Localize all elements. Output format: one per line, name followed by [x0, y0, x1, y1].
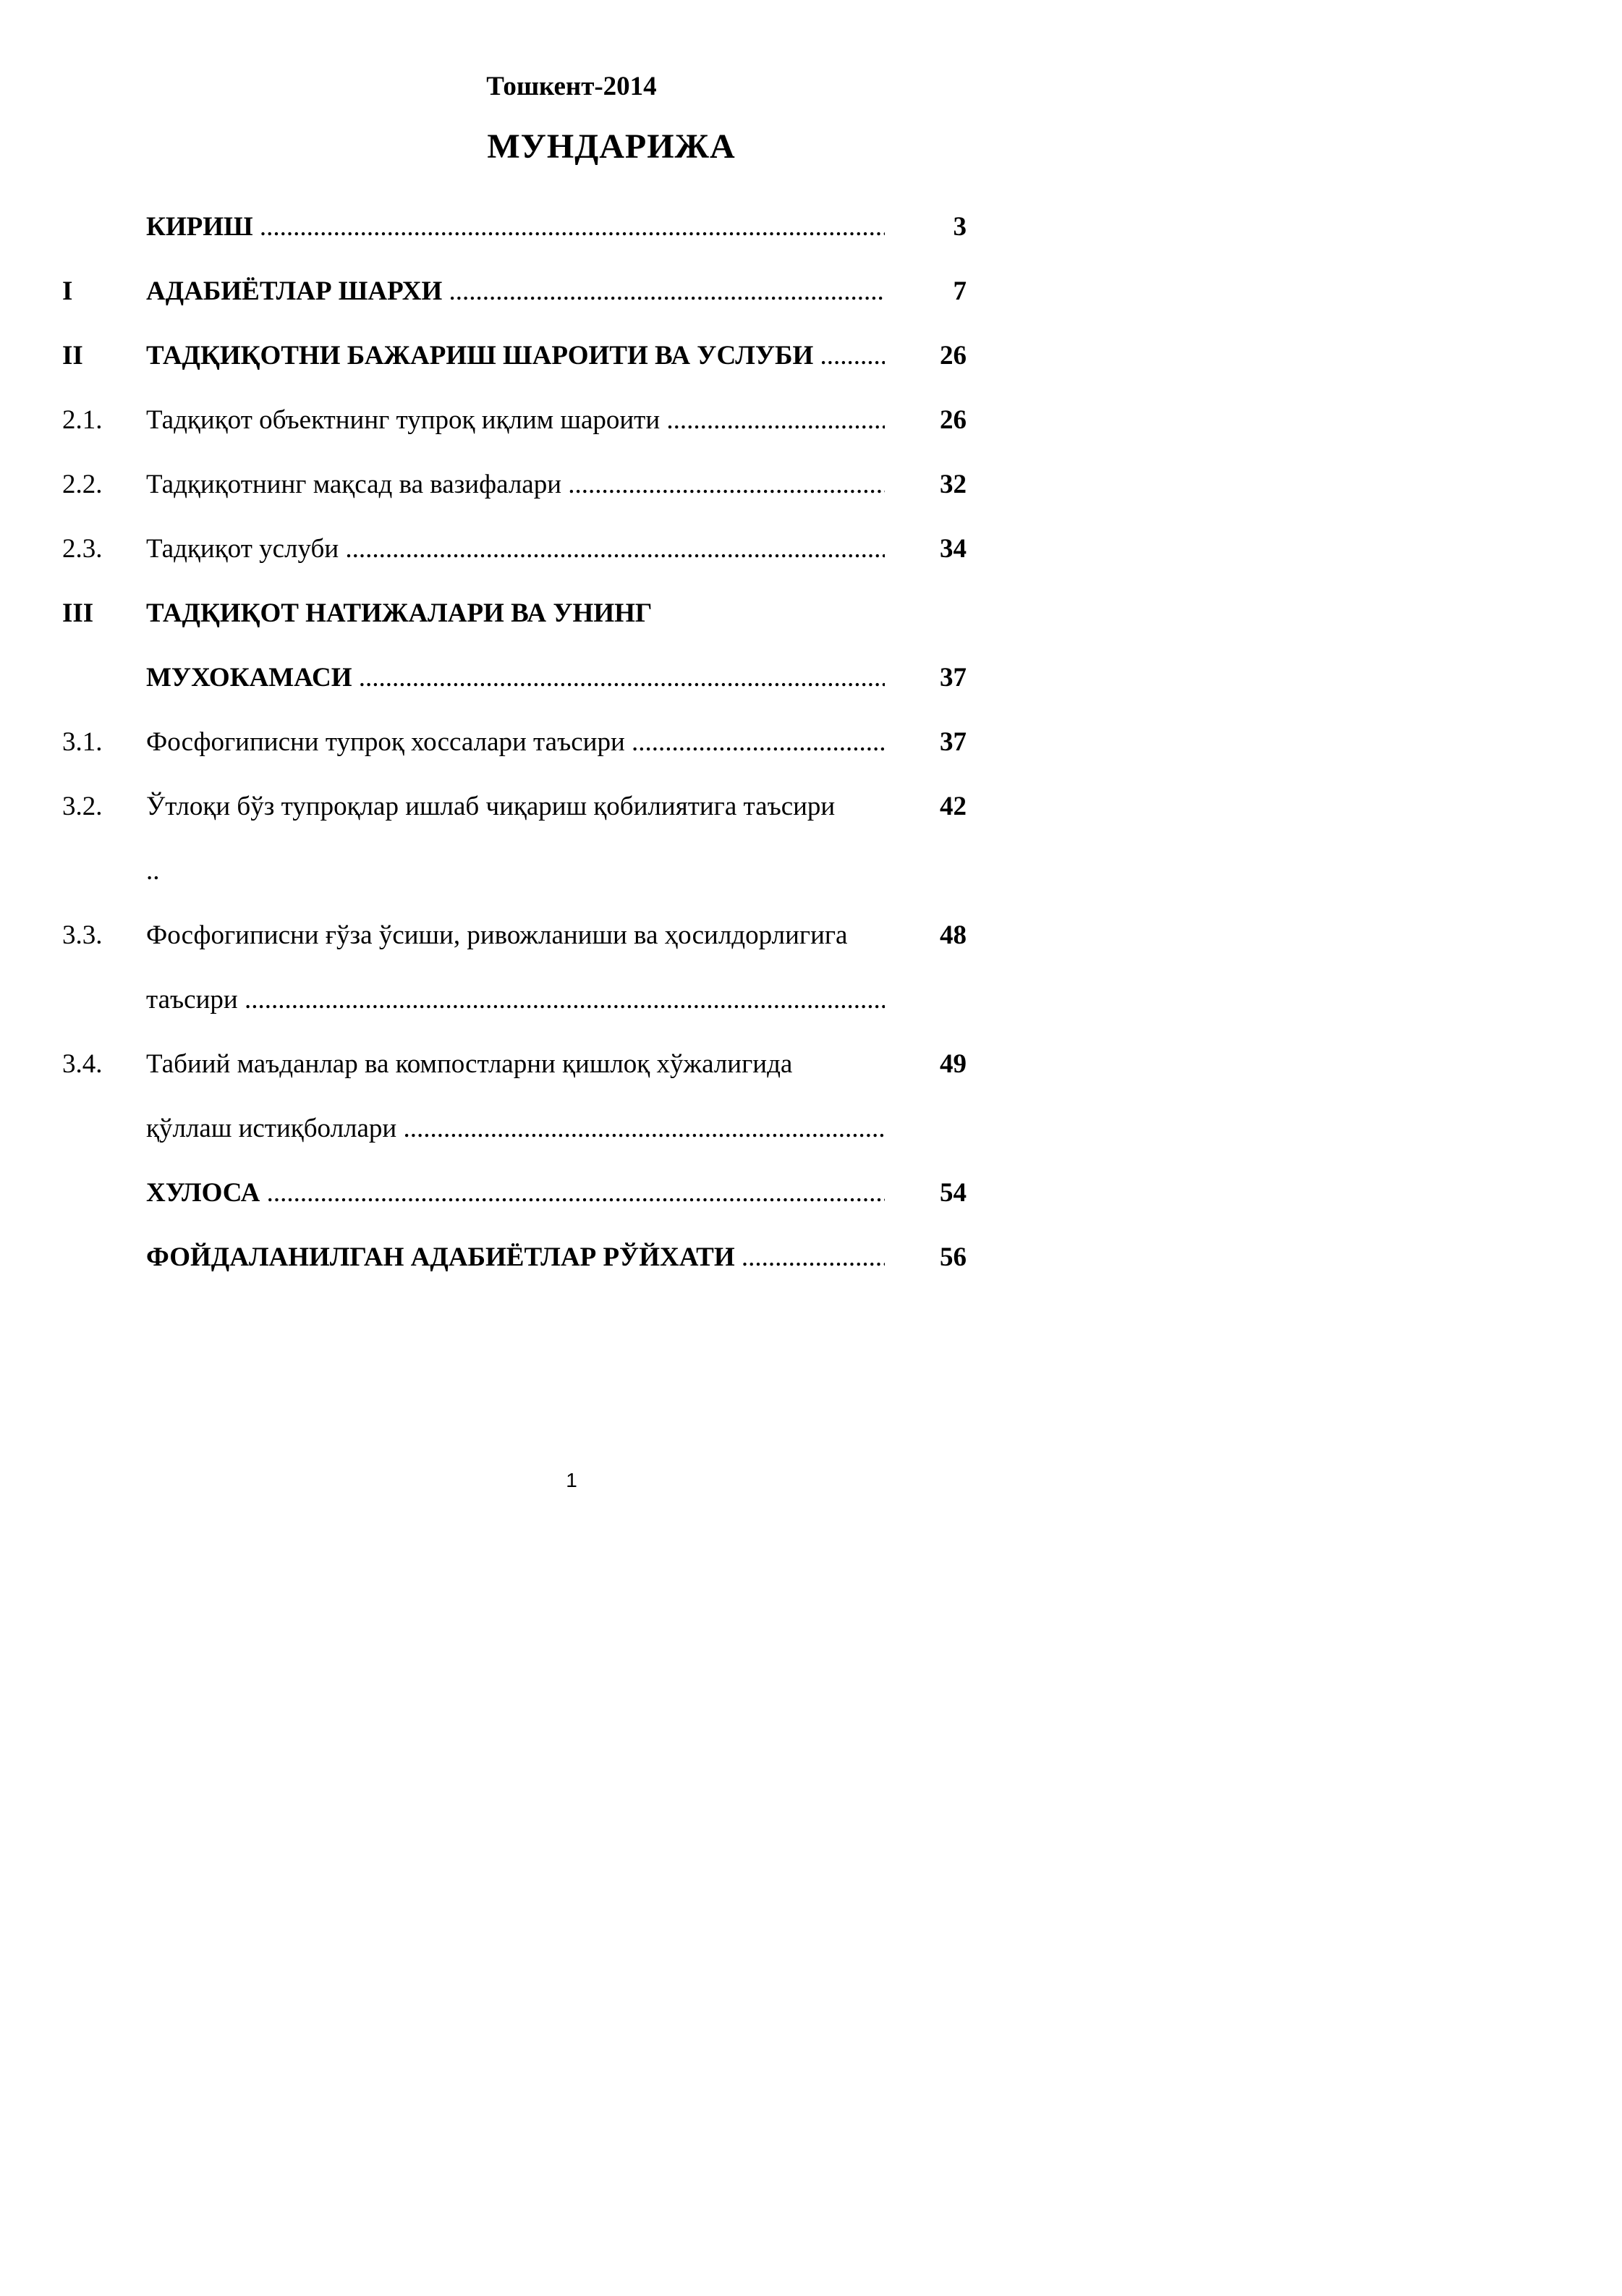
- toc-title: МУНДАРИЖА: [487, 127, 736, 166]
- toc-entry-title: ТАДҚИҚОТ НАТИЖАЛАРИ ВА УНИНГ: [146, 598, 653, 628]
- toc-entry-page: 3: [953, 212, 967, 242]
- toc-entry-title-continued: МУХОКАМАСИ .....: [146, 656, 885, 700]
- toc-entry: [62, 206, 967, 270]
- toc-entry-page: 54: [940, 1178, 967, 1208]
- toc-entry-number: 3.2.: [62, 792, 103, 821]
- toc-entry-number: 3.3.: [62, 920, 103, 950]
- toc-entry: [62, 914, 967, 978]
- toc-entry-continuation: [62, 978, 967, 1043]
- toc-entry: [62, 270, 967, 334]
- toc-entry-number: 3.4.: [62, 1049, 103, 1079]
- toc-entry-number: 3.1.: [62, 727, 103, 757]
- toc-entry-page: 48: [940, 920, 967, 950]
- toc-entry-continuation: [62, 656, 967, 721]
- toc-entry-title: Табиий маъданлар ва компостларни қишлоқ хўжалигида: [146, 1049, 793, 1079]
- page-number: 1: [566, 1469, 577, 1491]
- toc-entry-title: Фосфогиписни ғўза ўсиши, ривожланиши ва ҳосилдорлигига: [146, 920, 848, 950]
- toc-entry-page: 26: [940, 341, 967, 370]
- toc-entry-number: 2.3.: [62, 534, 103, 564]
- toc-entry-title: Тадқиқот услуби .....: [146, 528, 885, 571]
- toc-entry-title: Тадқиқотнинг мақсад ва вазифалари .....: [146, 463, 885, 507]
- toc-entry-title-continued: ..: [146, 856, 160, 886]
- toc-entry-title-continued: қўллаш истиқболлари .....: [146, 1107, 885, 1151]
- toc-entry-page: 42: [940, 792, 967, 821]
- toc-entry-page: 34: [940, 534, 967, 564]
- toc-entry: [62, 721, 967, 785]
- toc-entry-continuation: [62, 1107, 967, 1172]
- toc-entry: [62, 463, 967, 528]
- toc-entry: [62, 334, 967, 399]
- toc-entry: [62, 592, 967, 656]
- toc-entry-page: 32: [940, 470, 967, 499]
- toc-entry-page: 37: [940, 663, 967, 692]
- toc-entry-number: 2.1.: [62, 405, 103, 435]
- toc-entry-title: Тадқиқот объектнинг тупроқ иқлим шароити .....: [146, 399, 885, 442]
- toc-entry-page: 26: [940, 405, 967, 435]
- toc-entry-title-continued: таъсири .....: [146, 978, 885, 1022]
- toc-entry-page: 37: [940, 727, 967, 757]
- toc-entry-title: ФОЙДАЛАНИЛГАН АДАБИЁТЛАР РЎЙХАТИ .....: [146, 1236, 885, 1279]
- toc-entry: [62, 1172, 967, 1236]
- toc-entry: [62, 1043, 967, 1107]
- toc-entry-title: ХУЛОСА .....: [146, 1172, 885, 1215]
- toc-entry-continuation: [62, 850, 967, 914]
- toc-entry: [62, 399, 967, 463]
- toc-entry-title: ТАДҚИҚОТНИ БАЖАРИШ ШАРОИТИ ВА УСЛУБИ .....: [146, 334, 885, 378]
- toc-entry-title: Фосфогиписни тупроқ хоссалари таъсири .....: [146, 721, 885, 764]
- toc-entry-page: 7: [953, 276, 967, 306]
- toc-entry-number: III: [62, 598, 94, 628]
- toc-entry-title: КИРИШ .....: [146, 206, 885, 249]
- toc-entry-page: 56: [940, 1242, 967, 1272]
- toc-entry-number: 2.2.: [62, 470, 103, 499]
- toc-entry-number: I: [62, 276, 73, 306]
- toc-entry-page: 49: [940, 1049, 967, 1079]
- place-year: Тошкент-2014: [486, 72, 657, 101]
- toc-entry-title: Ўтлоқи бўз тупроқлар ишлаб чиқариш қобилиятига таъсири: [146, 792, 836, 821]
- toc-entry: [62, 1236, 967, 1300]
- toc-entry-number: II: [62, 341, 83, 370]
- table-of-contents: [62, 206, 967, 1300]
- toc-entry-title: АДАБИЁТЛАР ШАРХИ .....: [146, 270, 885, 313]
- toc-entry: [62, 528, 967, 592]
- toc-entry: [62, 785, 967, 850]
